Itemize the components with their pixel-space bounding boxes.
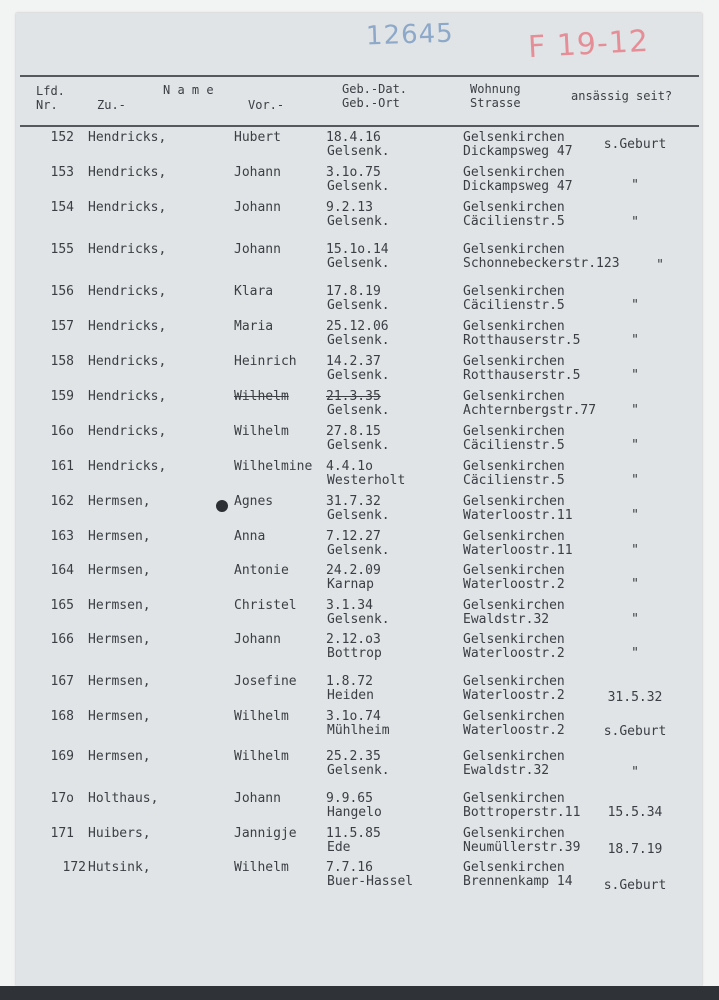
row-city: Gelsenkirchen	[463, 319, 565, 334]
header-address: Wohnung	[470, 82, 521, 96]
row-city: Gelsenkirchen	[463, 424, 565, 439]
row-street: Dickampsweg 47	[463, 144, 573, 159]
row-firstname: Klara	[234, 284, 274, 299]
row-surname: Hermsen,	[88, 598, 151, 613]
row-city: Gelsenkirchen	[463, 860, 565, 875]
register-row	[0, 710, 719, 744]
header-since: ansässig seit?	[571, 89, 673, 103]
row-street: Cäcilienstr.5	[463, 438, 565, 453]
row-number: 158	[50, 354, 74, 369]
row-number: 157	[50, 319, 74, 334]
row-birth-place: Gelsenk.	[327, 179, 390, 194]
register-row	[0, 320, 719, 354]
row-street: Bottroperstr.11	[463, 805, 581, 820]
row-surname: Holthaus,	[88, 791, 159, 806]
row-firstname: Heinrich	[234, 354, 297, 369]
row-birth-place: Gelsenk.	[327, 144, 390, 159]
row-surname: Hermsen,	[88, 494, 151, 509]
row-street: Neumüllerstr.39	[463, 840, 581, 855]
row-city: Gelsenkirchen	[463, 749, 565, 764]
row-birth-date: 3.1o.74	[326, 709, 381, 724]
row-number: 153	[50, 165, 74, 180]
row-firstname: Wilhelm	[234, 749, 289, 764]
row-firstname: Johann	[234, 632, 281, 647]
row-birth-date: 24.2.09	[326, 563, 381, 578]
row-resident-since: "	[631, 403, 639, 418]
row-street: Dickampsweg 47	[463, 179, 573, 194]
row-number: 155	[50, 242, 74, 257]
row-birth-place: Ede	[327, 840, 351, 855]
row-birth-date: 25.2.35	[326, 749, 381, 764]
row-number: 169	[50, 749, 74, 764]
header-surname: Zu.-	[97, 98, 126, 112]
register-row	[0, 355, 719, 389]
row-city: Gelsenkirchen	[463, 709, 565, 724]
row-birth-date: 21.3.35	[326, 389, 381, 404]
row-firstname: Johann	[234, 165, 281, 180]
row-number: 156	[50, 284, 74, 299]
row-street: Rotthauserstr.5	[463, 333, 581, 348]
row-city: Gelsenkirchen	[463, 459, 565, 474]
row-birth-date: 31.7.32	[326, 494, 381, 509]
header-name: N a m e	[163, 83, 214, 97]
row-street: Waterloostr.11	[463, 543, 573, 558]
register-row	[0, 564, 719, 598]
row-street: Achternbergstr.77	[463, 403, 597, 418]
row-firstname: Wilhelm	[234, 389, 289, 404]
row-firstname: Wilhelmine	[234, 459, 313, 474]
row-city: Gelsenkirchen	[463, 494, 565, 509]
register-row	[0, 243, 719, 277]
row-resident-since: "	[631, 612, 639, 627]
row-surname: Hendricks,	[88, 165, 167, 180]
row-city: Gelsenkirchen	[463, 130, 565, 145]
row-firstname: Johann	[234, 791, 281, 806]
row-number: 162	[50, 494, 74, 509]
row-firstname: Antonie	[234, 563, 289, 578]
row-resident-since: "	[631, 646, 639, 661]
row-surname: Hendricks,	[88, 389, 167, 404]
row-firstname: Jannigje	[234, 826, 297, 841]
row-birth-place: Gelsenk.	[327, 298, 390, 313]
row-city: Gelsenkirchen	[463, 354, 565, 369]
row-birth-place: Heiden	[327, 688, 374, 703]
row-firstname: Johann	[234, 200, 281, 215]
row-birth-place: Mühlheim	[327, 723, 390, 738]
register-row	[0, 131, 719, 165]
row-surname: Hendricks,	[88, 424, 167, 439]
row-firstname: Josefine	[234, 674, 297, 689]
row-resident-since: "	[631, 178, 639, 193]
register-row	[0, 495, 719, 529]
row-street: Rotthauserstr.5	[463, 368, 581, 383]
row-number: 166	[50, 632, 74, 647]
row-city: Gelsenkirchen	[463, 165, 565, 180]
row-birth-date: 3.1.34	[326, 598, 373, 613]
row-resident-since: 18.7.19	[607, 842, 663, 857]
row-firstname: Wilhelm	[234, 424, 289, 439]
row-resident-since: s.Geburt	[603, 878, 667, 893]
register-row	[0, 166, 719, 200]
row-birth-place: Gelsenk.	[327, 333, 390, 348]
row-birth-date: 9.2.13	[326, 200, 373, 215]
row-city: Gelsenkirchen	[463, 826, 565, 841]
row-birth-place: Buer-Hassel	[327, 874, 414, 889]
row-birth-date: 3.1o.75	[326, 165, 381, 180]
register-row	[0, 285, 719, 319]
row-birth-date: 15.1o.14	[326, 242, 389, 257]
register-row	[0, 425, 719, 459]
row-birth-place: Westerholt	[327, 473, 406, 488]
row-number: 163	[50, 529, 74, 544]
row-birth-date: 2.12.o3	[326, 632, 381, 647]
header-birth-place: Geb.-Ort	[342, 96, 400, 110]
row-birth-date: 18.4.16	[326, 130, 381, 145]
row-street: Cäcilienstr.5	[463, 298, 565, 313]
row-city: Gelsenkirchen	[463, 791, 565, 806]
row-number: 17o	[50, 791, 74, 806]
row-city: Gelsenkirchen	[463, 200, 565, 215]
row-surname: Hendricks,	[88, 319, 167, 334]
row-firstname: Wilhelm	[234, 709, 289, 724]
row-street: Waterloostr.11	[463, 508, 573, 523]
row-street: Cäcilienstr.5	[463, 473, 565, 488]
row-birth-place: Gelsenk.	[327, 543, 390, 558]
row-birth-date: 7.12.27	[326, 529, 381, 544]
row-firstname: Maria	[234, 319, 274, 334]
row-birth-date: 7.7.16	[326, 860, 373, 875]
row-firstname: Wilhelm	[234, 860, 289, 875]
row-resident-since: 15.5.34	[607, 805, 663, 820]
row-surname: Hendricks,	[88, 284, 167, 299]
row-surname: Hendricks,	[88, 354, 167, 369]
header-birth-date: Geb.-Dat.	[342, 82, 408, 96]
row-surname: Hermsen,	[88, 632, 151, 647]
row-birth-place: Gelsenk.	[327, 403, 390, 418]
row-firstname: Hubert	[234, 130, 281, 145]
row-resident-since: "	[631, 577, 639, 592]
register-row	[0, 861, 719, 895]
row-city: Gelsenkirchen	[463, 529, 565, 544]
row-birth-place: Hangelo	[327, 805, 382, 820]
row-surname: Hendricks,	[88, 242, 167, 257]
row-street: Ewaldstr.32	[463, 763, 550, 778]
register-row	[0, 750, 719, 784]
register-row	[0, 201, 719, 235]
row-city: Gelsenkirchen	[463, 284, 565, 299]
ink-dot-marker	[216, 500, 228, 512]
row-number: 167	[50, 674, 74, 689]
register-row	[0, 460, 719, 494]
row-surname: Hendricks,	[88, 459, 167, 474]
row-birth-date: 14.2.37	[326, 354, 381, 369]
row-birth-place: Karnap	[327, 577, 374, 592]
folio-mark: F 19-12	[527, 23, 650, 66]
row-surname: Hermsen,	[88, 674, 151, 689]
row-street: Waterloostr.2	[463, 723, 565, 738]
row-resident-since: 31.5.32	[607, 690, 663, 705]
register-row	[0, 599, 719, 633]
row-birth-place: Gelsenk.	[327, 368, 390, 383]
row-number: 154	[50, 200, 74, 215]
row-city: Gelsenkirchen	[463, 242, 565, 257]
row-firstname: Agnes	[234, 494, 274, 509]
row-number: 152	[50, 130, 74, 145]
row-street: Brennenkamp 14	[463, 874, 573, 889]
row-street: Waterloostr.2	[463, 577, 565, 592]
row-surname: Hendricks,	[88, 200, 167, 215]
row-surname: Hutsink,	[88, 860, 151, 875]
register-row	[0, 633, 719, 667]
row-number: 168	[50, 709, 74, 724]
row-resident-since: "	[631, 368, 639, 383]
row-birth-place: Gelsenk.	[327, 256, 390, 271]
row-street: Waterloostr.2	[463, 646, 565, 661]
row-birth-date: 11.5.85	[326, 826, 381, 841]
row-city: Gelsenkirchen	[463, 563, 565, 578]
row-birth-date: 4.4.1o	[326, 459, 373, 474]
register-row	[0, 390, 719, 424]
row-street: Cäcilienstr.5	[463, 214, 565, 229]
row-birth-date: 27.8.15	[326, 424, 381, 439]
header-street: Strasse	[470, 96, 521, 110]
row-resident-since: "	[631, 508, 639, 523]
row-street: Waterloostr.2	[463, 688, 565, 703]
row-street: Schonnebeckerstr.123	[463, 256, 620, 271]
header-lfd: Lfd.	[36, 84, 65, 98]
row-surname: Hermsen,	[88, 749, 151, 764]
row-resident-since: "	[631, 543, 639, 558]
register-row	[0, 530, 719, 564]
row-firstname: Christel	[234, 598, 297, 613]
header-firstname: Vor.-	[248, 98, 285, 112]
row-number: 164	[50, 563, 74, 578]
row-birth-place: Gelsenk.	[327, 612, 390, 627]
row-surname: Hermsen,	[88, 529, 151, 544]
row-surname: Hermsen,	[88, 709, 151, 724]
row-number: 16o	[50, 424, 74, 439]
row-resident-since: "	[631, 215, 639, 230]
row-number: 161	[50, 459, 74, 474]
row-resident-since: "	[631, 333, 639, 348]
row-surname: Huibers,	[88, 826, 151, 841]
row-birth-place: Gelsenk.	[327, 214, 390, 229]
row-city: Gelsenkirchen	[463, 632, 565, 647]
row-firstname: Anna	[234, 529, 266, 544]
row-city: Gelsenkirchen	[463, 674, 565, 689]
register-row	[0, 827, 719, 861]
row-birth-date: 9.9.65	[326, 791, 373, 806]
row-resident-since: "	[631, 438, 639, 453]
row-birth-date: 25.12.06	[326, 319, 389, 334]
row-firstname: Johann	[234, 242, 281, 257]
row-surname: Hermsen,	[88, 563, 151, 578]
header-nr: Nr.	[36, 98, 58, 112]
row-resident-since: s.Geburt	[603, 724, 667, 739]
row-birth-place: Gelsenk.	[327, 438, 390, 453]
row-resident-since: "	[631, 765, 639, 780]
row-resident-since: s.Geburt	[603, 137, 667, 152]
row-surname: Hendricks,	[88, 130, 167, 145]
row-number: 172	[62, 860, 86, 875]
row-number: 171	[50, 826, 74, 841]
row-resident-since: "	[631, 298, 639, 313]
row-number: 159	[50, 389, 74, 404]
row-number: 165	[50, 598, 74, 613]
register-row	[0, 792, 719, 826]
row-resident-since: "	[631, 473, 639, 488]
row-street: Ewaldstr.32	[463, 612, 550, 627]
row-city: Gelsenkirchen	[463, 389, 565, 404]
row-birth-place: Gelsenk.	[327, 508, 390, 523]
row-birth-place: Gelsenk.	[327, 763, 390, 778]
row-birth-date: 1.8.72	[326, 674, 373, 689]
row-birth-date: 17.8.19	[326, 284, 381, 299]
archive-number-stamp: 12645	[365, 18, 455, 52]
row-birth-place: Bottrop	[327, 646, 382, 661]
row-city: Gelsenkirchen	[463, 598, 565, 613]
register-row	[0, 675, 719, 709]
row-resident-since: "	[656, 258, 664, 273]
